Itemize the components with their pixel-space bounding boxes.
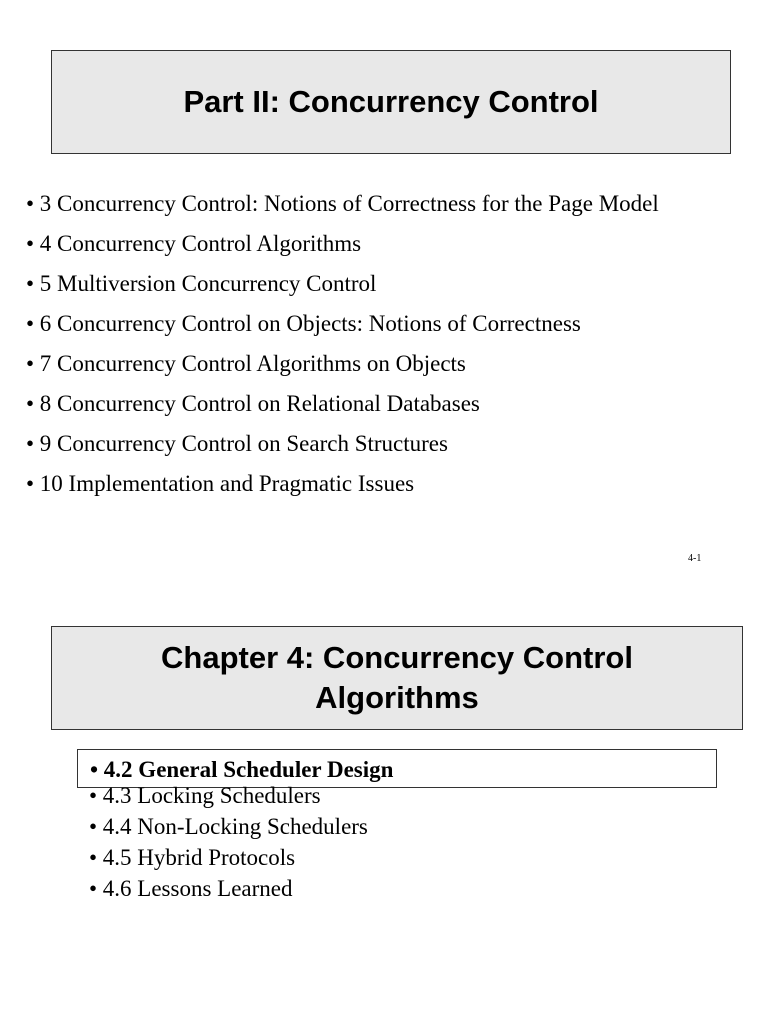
list-item: • 4.6 Lessons Learned — [89, 876, 293, 901]
list-item: • 4.5 Hybrid Protocols — [89, 845, 296, 870]
list-item: • 3 Concurrency Control: Notions of Correctness for the Page Model — [26, 191, 659, 216]
part-title: Part II: Concurrency Control — [183, 84, 599, 119]
list-item: • 4 Concurrency Control Algorithms — [26, 231, 362, 256]
part-contents-list — [26, 184, 659, 504]
chapter-title-line: Chapter 4: Concurrency Control — [161, 640, 633, 675]
chapter-title-line: Algorithms — [315, 680, 479, 715]
list-item: • 10 Implementation and Pragmatic Issues — [26, 471, 415, 496]
list-item: • 7 Concurrency Control Algorithms on Objects — [26, 351, 466, 376]
list-item: • 9 Concurrency Control on Search Structures — [26, 431, 448, 456]
list-item-current-section: • 4.2 General Scheduler Design — [77, 749, 717, 788]
chapter-title-box — [51, 626, 743, 730]
list-item: • 4.3 Locking Schedulers — [89, 783, 321, 808]
part-title-box — [51, 50, 731, 154]
list-item: • 4.4 Non-Locking Schedulers — [89, 814, 368, 839]
list-item: • 6 Concurrency Control on Objects: Notions of Correctness — [26, 311, 581, 336]
list-item: • 5 Multiversion Concurrency Control — [26, 271, 377, 296]
page-number: 4-1 — [688, 553, 702, 564]
chapter-title — [161, 638, 633, 718]
list-item: • 8 Concurrency Control on Relational Databases — [26, 391, 480, 416]
chapter-contents-list — [77, 749, 717, 904]
